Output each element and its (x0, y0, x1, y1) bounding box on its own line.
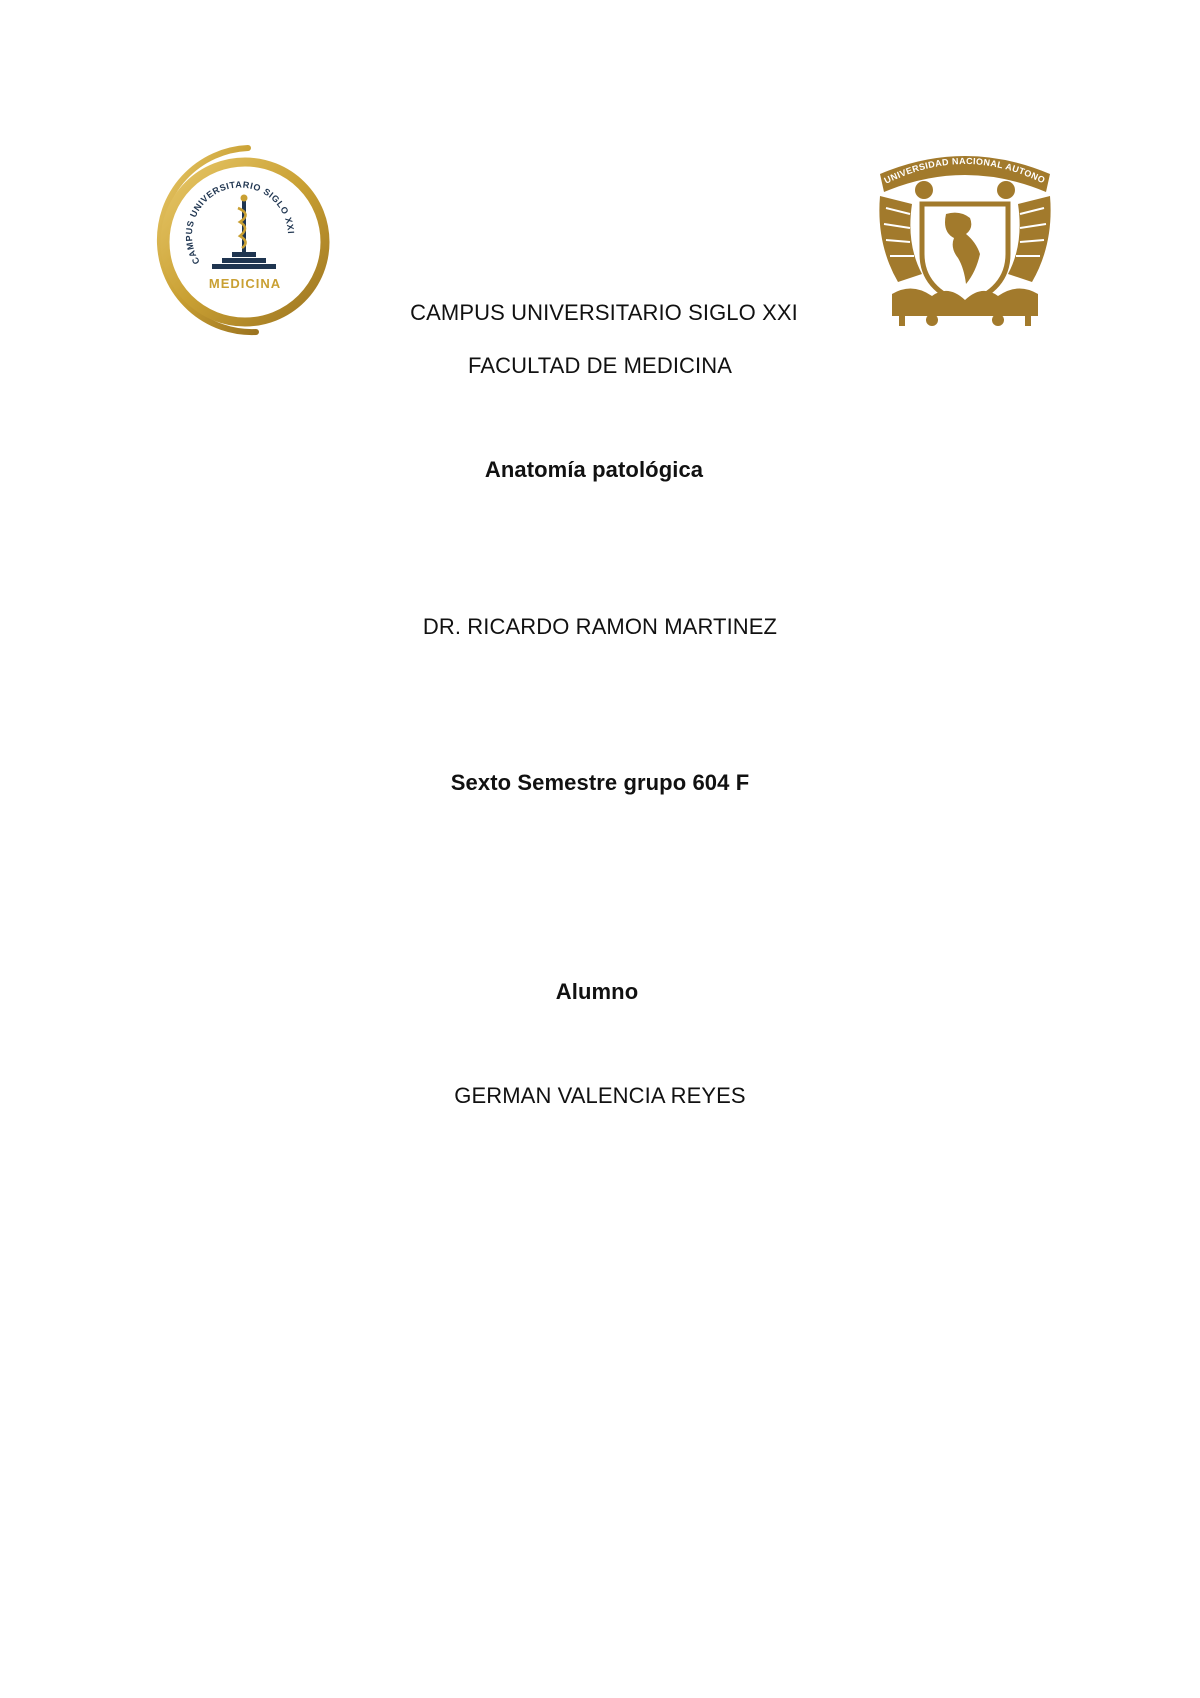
right-seal-ring-text: UNIVERSIDAD NACIONAL AUTONO (882, 155, 1047, 186)
left-seal-banner-text: MEDICINA (208, 276, 282, 291)
faculty-name: FACULTAD DE MEDICINA (468, 353, 732, 378)
left-seal-ring-text: CAMPUS UNIVERSITARIO SIGLO XXI (183, 179, 297, 267)
semester-group: Sexto Semestre grupo 604 F (450, 770, 750, 795)
student-label: Alumno (555, 979, 639, 1004)
professor-name: DR. RICARDO RAMON MARTINEZ (422, 614, 778, 639)
subject-title: Anatomía patológica (484, 457, 704, 482)
student-name: GERMAN VALENCIA REYES (454, 1083, 746, 1108)
institution-name: CAMPUS UNIVERSITARIO SIGLO XXI (410, 300, 798, 325)
